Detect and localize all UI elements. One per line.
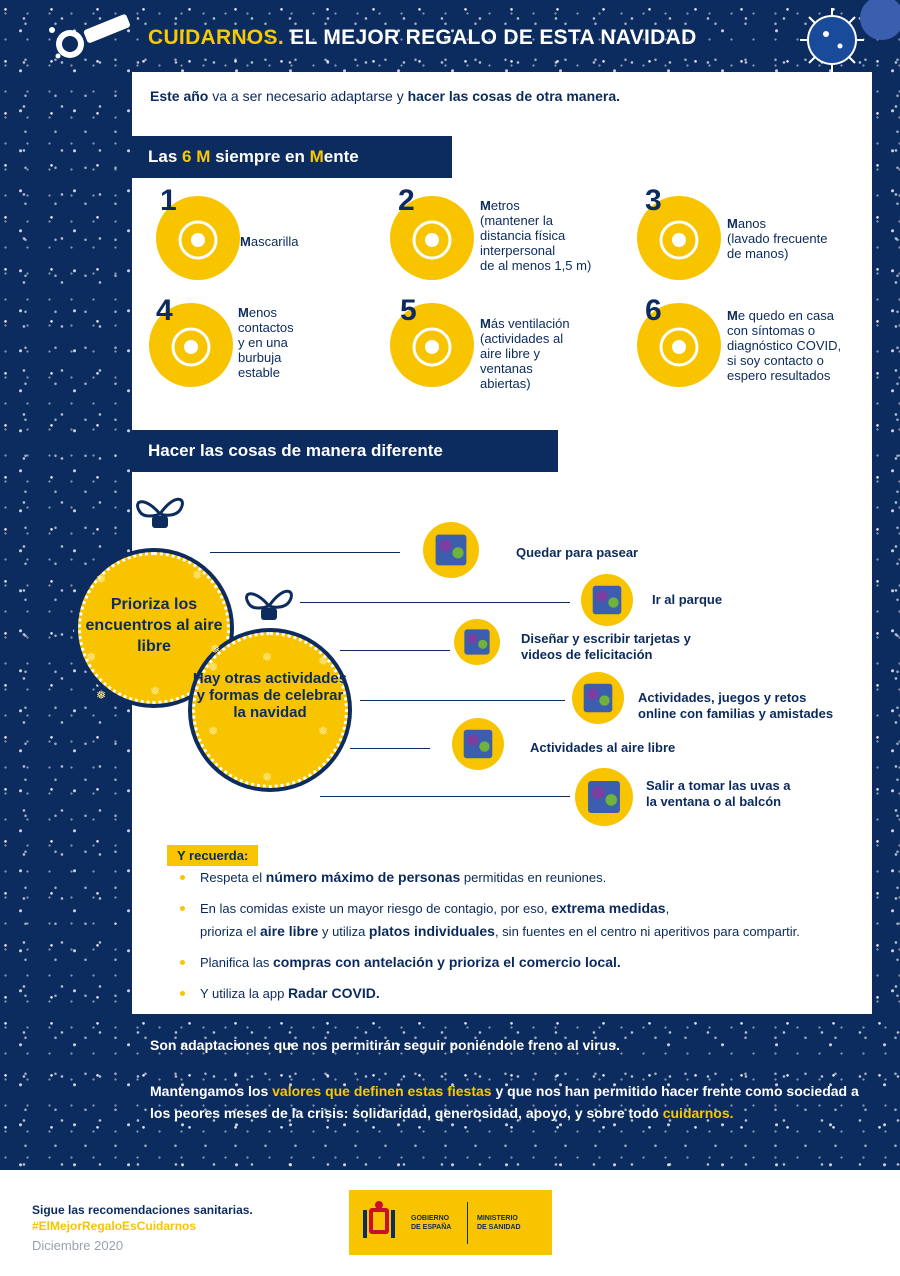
snowflake-icon: ❅ bbox=[318, 654, 329, 668]
m-label-initial: M bbox=[727, 216, 738, 231]
m-label-initial: M bbox=[240, 234, 251, 249]
connector-line bbox=[320, 796, 570, 797]
virus-icon bbox=[782, 0, 900, 80]
snowflake-icon: ❅ bbox=[96, 572, 107, 586]
closing-paragraph: Mantengamos los valores que definen estas fiestas y que nos han permitido hacer frente como sociedad a los peores meses de la crisis: solidaridad, generosidad, apoyo, y sobre todo cuidarnos. bbox=[150, 1083, 859, 1121]
remember-bullet: Respeta el número máximo de personas permitidas en reuniones. bbox=[178, 866, 848, 889]
m-label bbox=[240, 234, 299, 249]
m-label-text: ascarilla bbox=[250, 234, 299, 249]
snowflake-icon: ❅ bbox=[150, 684, 161, 698]
connector-line bbox=[210, 552, 400, 553]
bow-ornament-icon bbox=[130, 486, 190, 532]
computer-icon bbox=[565, 670, 631, 726]
m-number: 3 bbox=[645, 184, 662, 217]
celebrate-text: Hay otras actividades y formas de celebrar la navidad bbox=[192, 670, 348, 721]
snowflake-icon: ❅ bbox=[262, 650, 273, 664]
connector-line bbox=[300, 602, 570, 603]
activity-label: Actividades al aire libre bbox=[530, 740, 676, 755]
connector-line bbox=[360, 700, 565, 701]
activity-label: Salir a tomar las uvas a la ventana o al balcón bbox=[646, 778, 791, 809]
m-label-text: ás ventilación (actividades al aire libre y ventanas abiertas) bbox=[480, 316, 570, 391]
activity-label: Diseñar y escribir tarjetas y videos de felicitación bbox=[521, 631, 691, 662]
priority-text: Prioriza los encuentros al aire libre bbox=[85, 596, 223, 655]
m-label-text: anos (lavado frecuente de manos) bbox=[727, 216, 828, 261]
m-number: 2 bbox=[398, 184, 415, 217]
m-label bbox=[727, 216, 827, 261]
connector-line bbox=[340, 650, 450, 651]
activity-label: Actividades, juegos y retos online con familias y amistades bbox=[638, 690, 834, 721]
m-label-text: e quedo en casa con síntomas o diagnóstico COVID, si soy contacto o espero resultados bbox=[727, 308, 842, 383]
snowflake-icon: ❅ bbox=[86, 650, 97, 664]
m-label-text: etros (mantener la distancia física interpersonal de al menos 1,5 m) bbox=[480, 198, 592, 273]
snowflake-icon: ❅ bbox=[318, 724, 329, 738]
m-label bbox=[727, 308, 841, 383]
m-number: 4 bbox=[156, 294, 173, 327]
m-label bbox=[480, 316, 570, 391]
m-label-initial: M bbox=[727, 308, 738, 323]
different-heading: Hacer las cosas de manera diferente bbox=[132, 430, 558, 472]
government-logo bbox=[349, 1190, 552, 1255]
snowflake-icon: ❅ bbox=[192, 568, 203, 582]
right-starry-strip bbox=[872, 0, 900, 1015]
m-label-initial: M bbox=[238, 305, 249, 320]
logo-divider bbox=[467, 1202, 468, 1244]
walking-people-icon bbox=[396, 520, 506, 580]
outdoor-activity-icon bbox=[432, 716, 524, 772]
m-label-text: enos contactos y en una burbuja estable bbox=[238, 305, 294, 380]
snowflake-icon: ❅ bbox=[262, 770, 273, 784]
activity-label: Ir al parque bbox=[652, 592, 723, 607]
m-label bbox=[238, 305, 294, 380]
remember-list bbox=[178, 866, 848, 1013]
bow-ornament-2-icon bbox=[238, 578, 300, 626]
balcony-icon bbox=[570, 766, 638, 828]
handwash-icon bbox=[40, 12, 135, 64]
connector-line bbox=[350, 748, 430, 749]
snowflake-icon: ❅ bbox=[208, 724, 219, 738]
snowflake-icon: ❅ bbox=[208, 660, 219, 674]
six-m-heading: Las 6 M siempre en Mente bbox=[132, 136, 452, 178]
footer-date: Diciembre 2020 bbox=[32, 1238, 124, 1253]
m-label bbox=[480, 198, 591, 273]
page-title: CUIDARNOS. EL MEJOR REGALO DE ESTA NAVIDAD bbox=[148, 26, 697, 49]
activity-label: Quedar para pasear bbox=[516, 545, 639, 560]
coat-of-arms-icon bbox=[361, 1200, 397, 1246]
remember-tag: Y recuerda: bbox=[167, 845, 258, 866]
snowflake-icon: ❅ bbox=[96, 688, 107, 702]
closing-line: Son adaptaciones que nos permitirán seguir poniéndole freno al virus. bbox=[150, 1037, 620, 1053]
intro-text: Este año va a ser necesario adaptarse y hacer las cosas de otra manera. bbox=[150, 88, 621, 104]
remember-bullet: Planifica las compras con antelación y prioriza el comercio local. bbox=[178, 951, 848, 974]
gov-label: GOBIERNO DE ESPAÑA bbox=[411, 1215, 452, 1231]
ministry-label: MINISTERIO DE SANIDAD bbox=[477, 1215, 521, 1231]
m-label-initial: M bbox=[480, 198, 491, 213]
card-icon bbox=[452, 614, 502, 670]
footer-hashtag[interactable]: #ElMejorRegaloEsCuidarnos bbox=[32, 1219, 197, 1233]
park-icon bbox=[572, 572, 642, 628]
remember-bullet: Y utiliza la app Radar COVID. bbox=[178, 982, 848, 1005]
snowflake-icon: ❅ bbox=[210, 642, 221, 656]
m-label-initial: M bbox=[480, 316, 491, 331]
footer-recommendation: Sigue las recomendaciones sanitarias. bbox=[32, 1203, 253, 1217]
m-number: 5 bbox=[400, 294, 417, 327]
m-number: 6 bbox=[645, 294, 662, 327]
m-number: 1 bbox=[160, 184, 177, 217]
remember-bullet: En las comidas existe un mayor riesgo de contagio, por eso, extrema medidas, prioriza el aire libre y utiliza platos individuales, sin fuentes en el centro ni aperitivos para compartir. bbox=[178, 897, 848, 943]
